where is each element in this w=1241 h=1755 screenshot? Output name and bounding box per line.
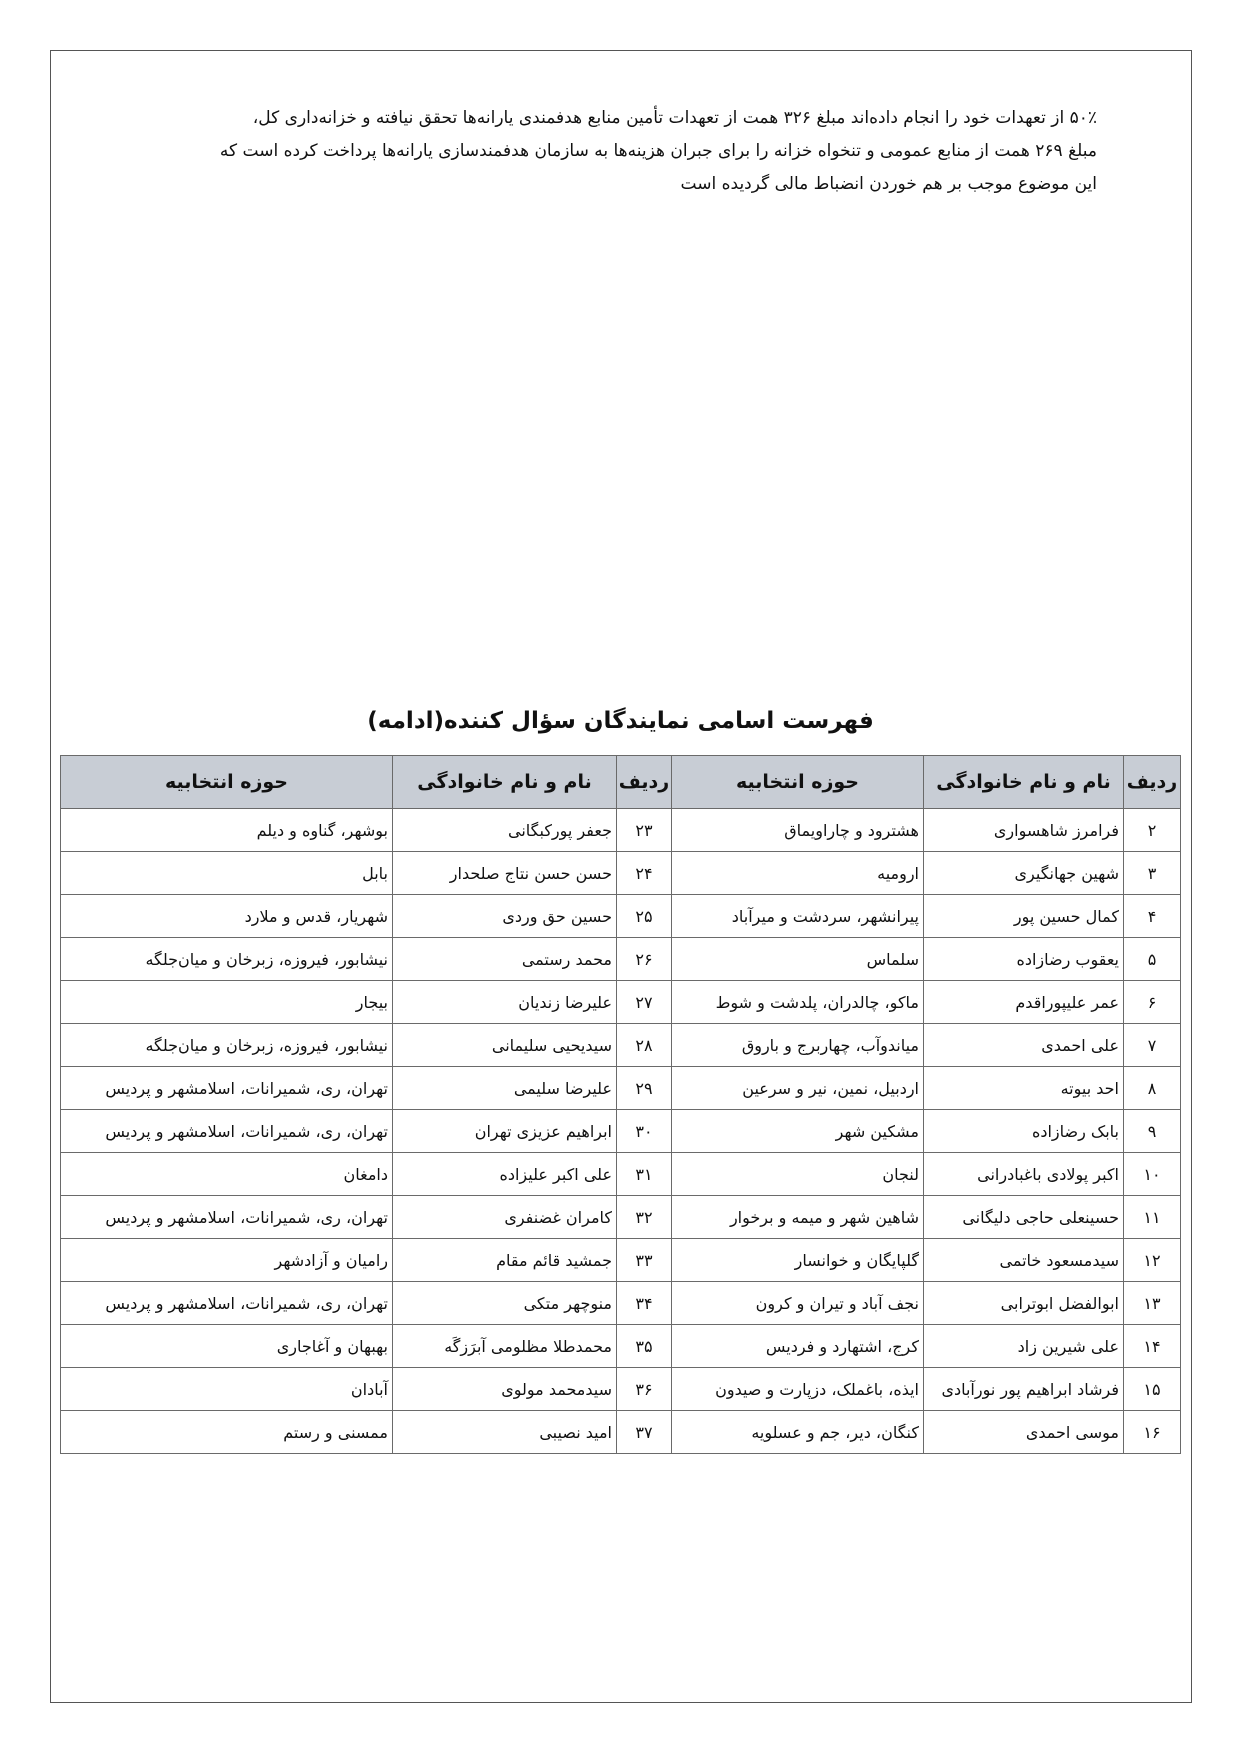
paragraph-line: این موضوع موجب بر هم خوردن انضباط مالی گردیده است — [680, 174, 1097, 194]
row-number-cell: ۲۵ — [617, 895, 672, 938]
constituency-cell: ارومیه — [672, 852, 924, 895]
constituency-cell: بهبهان و آغاجاری — [61, 1325, 393, 1368]
row-number-cell: ۵ — [1124, 938, 1181, 981]
row-number-cell: ۷ — [1124, 1024, 1181, 1067]
row-number-cell: ۳۷ — [617, 1411, 672, 1454]
row-number-cell: ۱۵ — [1124, 1368, 1181, 1411]
name-cell: جعفر پورکبگانی — [393, 809, 617, 852]
name-cell: فرشاد ابراهیم پور نورآبادی — [924, 1368, 1124, 1411]
table-row — [61, 1411, 1181, 1454]
table-row — [61, 809, 1181, 852]
constituency-cell: ایذه، باغملک، دزپارت و صیدون — [672, 1368, 924, 1411]
row-number-cell: ۳ — [1124, 852, 1181, 895]
row-number-cell: ۳۶ — [617, 1368, 672, 1411]
table-row — [61, 852, 1181, 895]
col-header-full-name: نام و نام خانوادگی — [393, 756, 617, 809]
constituency-cell: گلپایگان و خوانسار — [672, 1239, 924, 1282]
row-number-cell: ۳۳ — [617, 1239, 672, 1282]
name-cell: علی احمدی — [924, 1024, 1124, 1067]
constituency-cell: بوشهر، گناوه و دیلم — [61, 809, 393, 852]
table-row — [61, 1024, 1181, 1067]
name-cell: بابک رضازاده — [924, 1110, 1124, 1153]
name-cell: کمال حسین پور — [924, 895, 1124, 938]
table-row — [61, 1239, 1181, 1282]
constituency-cell: سلماس — [672, 938, 924, 981]
table-row — [61, 1196, 1181, 1239]
name-cell: کامران غضنفری — [393, 1196, 617, 1239]
name-cell: فرامرز شاهسواری — [924, 809, 1124, 852]
constituency-cell: بیجار — [61, 981, 393, 1024]
row-number-cell: ۳۲ — [617, 1196, 672, 1239]
constituency-cell: نیشابور، فیروزه، زبرخان و میان‌جلگه — [61, 1024, 393, 1067]
paragraph-line: مبلغ ۲۶۹ همت از منابع عمومی و تنخواه خزانه را برای جبران هزینه‌ها به سازمان هدفمندسازی یارانه‌ها پرداخت کرده است که — [219, 141, 1097, 161]
name-cell: سیدمسعود خاتمی — [924, 1239, 1124, 1282]
name-cell: موسی احمدی — [924, 1411, 1124, 1454]
table-row — [61, 895, 1181, 938]
row-number-cell: ۱۱ — [1124, 1196, 1181, 1239]
constituency-cell: تهران، ری، شمیرانات، اسلامشهر و پردیس — [61, 1067, 393, 1110]
constituency-cell: مشکین شهر — [672, 1110, 924, 1153]
constituency-cell: رامیان و آزادشهر — [61, 1239, 393, 1282]
name-cell: عمر علیپوراقدم — [924, 981, 1124, 1024]
col-header-full-name: نام و نام خانوادگی — [924, 756, 1124, 809]
name-cell: محمدطلا مظلومی آبرَزگَه — [393, 1325, 617, 1368]
constituency-cell: لنجان — [672, 1153, 924, 1196]
body-paragraph — [140, 102, 1097, 201]
table-row — [61, 1368, 1181, 1411]
col-header-constituency: حوزه انتخابیه — [61, 756, 393, 809]
name-cell: علیرضا سلیمی — [393, 1067, 617, 1110]
row-number-cell: ۳۰ — [617, 1110, 672, 1153]
constituency-cell: پیرانشهر، سردشت و میرآباد — [672, 895, 924, 938]
table-row — [61, 1282, 1181, 1325]
constituency-cell: شهریار، قدس و ملارد — [61, 895, 393, 938]
members-table — [60, 755, 1181, 1454]
row-number-cell: ۲۴ — [617, 852, 672, 895]
name-cell: سیدمحمد مولوی — [393, 1368, 617, 1411]
name-cell: منوچهر متکی — [393, 1282, 617, 1325]
constituency-cell: اردبیل، نمین، نیر و سرعین — [672, 1067, 924, 1110]
row-number-cell: ۱۲ — [1124, 1239, 1181, 1282]
name-cell: امید نصیبی — [393, 1411, 617, 1454]
constituency-cell: شاهین شهر و میمه و برخوار — [672, 1196, 924, 1239]
row-number-cell: ۳۴ — [617, 1282, 672, 1325]
constituency-cell: نجف آباد و تیران و کرون — [672, 1282, 924, 1325]
constituency-cell: میاندوآب، چهاربرج و باروق — [672, 1024, 924, 1067]
row-number-cell: ۲۹ — [617, 1067, 672, 1110]
table-row — [61, 1110, 1181, 1153]
name-cell: محمد رستمی — [393, 938, 617, 981]
name-cell: جمشید قائم مقام — [393, 1239, 617, 1282]
constituency-cell: کنگان، دیر، جم و عسلویه — [672, 1411, 924, 1454]
paragraph-line: ۵۰٪ از تعهدات خود را انجام داده‌اند مبلغ ۳۲۶ همت از تعهدات تأمین منابع هدفمندی یارانه‌ها تحقق نیافته و خزانه‌داری کل، — [252, 108, 1097, 128]
constituency-cell: بابل — [61, 852, 393, 895]
name-cell: علی اکبر علیزاده — [393, 1153, 617, 1196]
row-number-cell: ۲۶ — [617, 938, 672, 981]
name-cell: ابوالفضل ابوترابی — [924, 1282, 1124, 1325]
table-title: فهرست اسامی نمایندگان سؤال کننده(ادامه) — [367, 708, 874, 734]
row-number-cell: ۸ — [1124, 1067, 1181, 1110]
table-row — [61, 1325, 1181, 1368]
constituency-cell: دامغان — [61, 1153, 393, 1196]
name-cell: حسین حق وردی — [393, 895, 617, 938]
col-header-constituency: حوزه انتخابیه — [672, 756, 924, 809]
constituency-cell: نیشابور، فیروزه، زبرخان و میان‌جلگه — [61, 938, 393, 981]
row-number-cell: ۱۴ — [1124, 1325, 1181, 1368]
row-number-cell: ۶ — [1124, 981, 1181, 1024]
col-header-row-number: ردیف — [617, 756, 672, 809]
constituency-cell: تهران، ری، شمیرانات، اسلامشهر و پردیس — [61, 1110, 393, 1153]
table-row — [61, 1067, 1181, 1110]
row-number-cell: ۴ — [1124, 895, 1181, 938]
name-cell: علی شیرین زاد — [924, 1325, 1124, 1368]
row-number-cell: ۲۷ — [617, 981, 672, 1024]
name-cell: حسن حسن نتاج صلحدار — [393, 852, 617, 895]
row-number-cell: ۱۶ — [1124, 1411, 1181, 1454]
row-number-cell: ۳۵ — [617, 1325, 672, 1368]
row-number-cell: ۲۳ — [617, 809, 672, 852]
row-number-cell: ۱۰ — [1124, 1153, 1181, 1196]
name-cell: ابراهیم عزیزی تهران — [393, 1110, 617, 1153]
constituency-cell: ممسنی و رستم — [61, 1411, 393, 1454]
constituency-cell: ماکو، چالدران، پلدشت و شوط — [672, 981, 924, 1024]
row-number-cell: ۲ — [1124, 809, 1181, 852]
col-header-row-number: ردیف — [1124, 756, 1181, 809]
row-number-cell: ۳۱ — [617, 1153, 672, 1196]
constituency-cell: کرج، اشتهارد و فردیس — [672, 1325, 924, 1368]
table-header-row — [61, 756, 1181, 809]
name-cell: سیدیحیی سلیمانی — [393, 1024, 617, 1067]
name-cell: حسینعلی حاجی دلیگانی — [924, 1196, 1124, 1239]
constituency-cell: هشترود و چاراویماق — [672, 809, 924, 852]
table-row — [61, 938, 1181, 981]
table-row — [61, 1153, 1181, 1196]
name-cell: اکبر پولادی باغبادرانی — [924, 1153, 1124, 1196]
row-number-cell: ۹ — [1124, 1110, 1181, 1153]
name-cell: علیرضا زندیان — [393, 981, 617, 1024]
constituency-cell: آبادان — [61, 1368, 393, 1411]
constituency-cell: تهران، ری، شمیرانات، اسلامشهر و پردیس — [61, 1196, 393, 1239]
row-number-cell: ۲۸ — [617, 1024, 672, 1067]
name-cell: یعقوب رضازاده — [924, 938, 1124, 981]
constituency-cell: تهران، ری، شمیرانات، اسلامشهر و پردیس — [61, 1282, 393, 1325]
row-number-cell: ۱۳ — [1124, 1282, 1181, 1325]
name-cell: شهین جهانگیری — [924, 852, 1124, 895]
table-row — [61, 981, 1181, 1024]
name-cell: احد بیوته — [924, 1067, 1124, 1110]
